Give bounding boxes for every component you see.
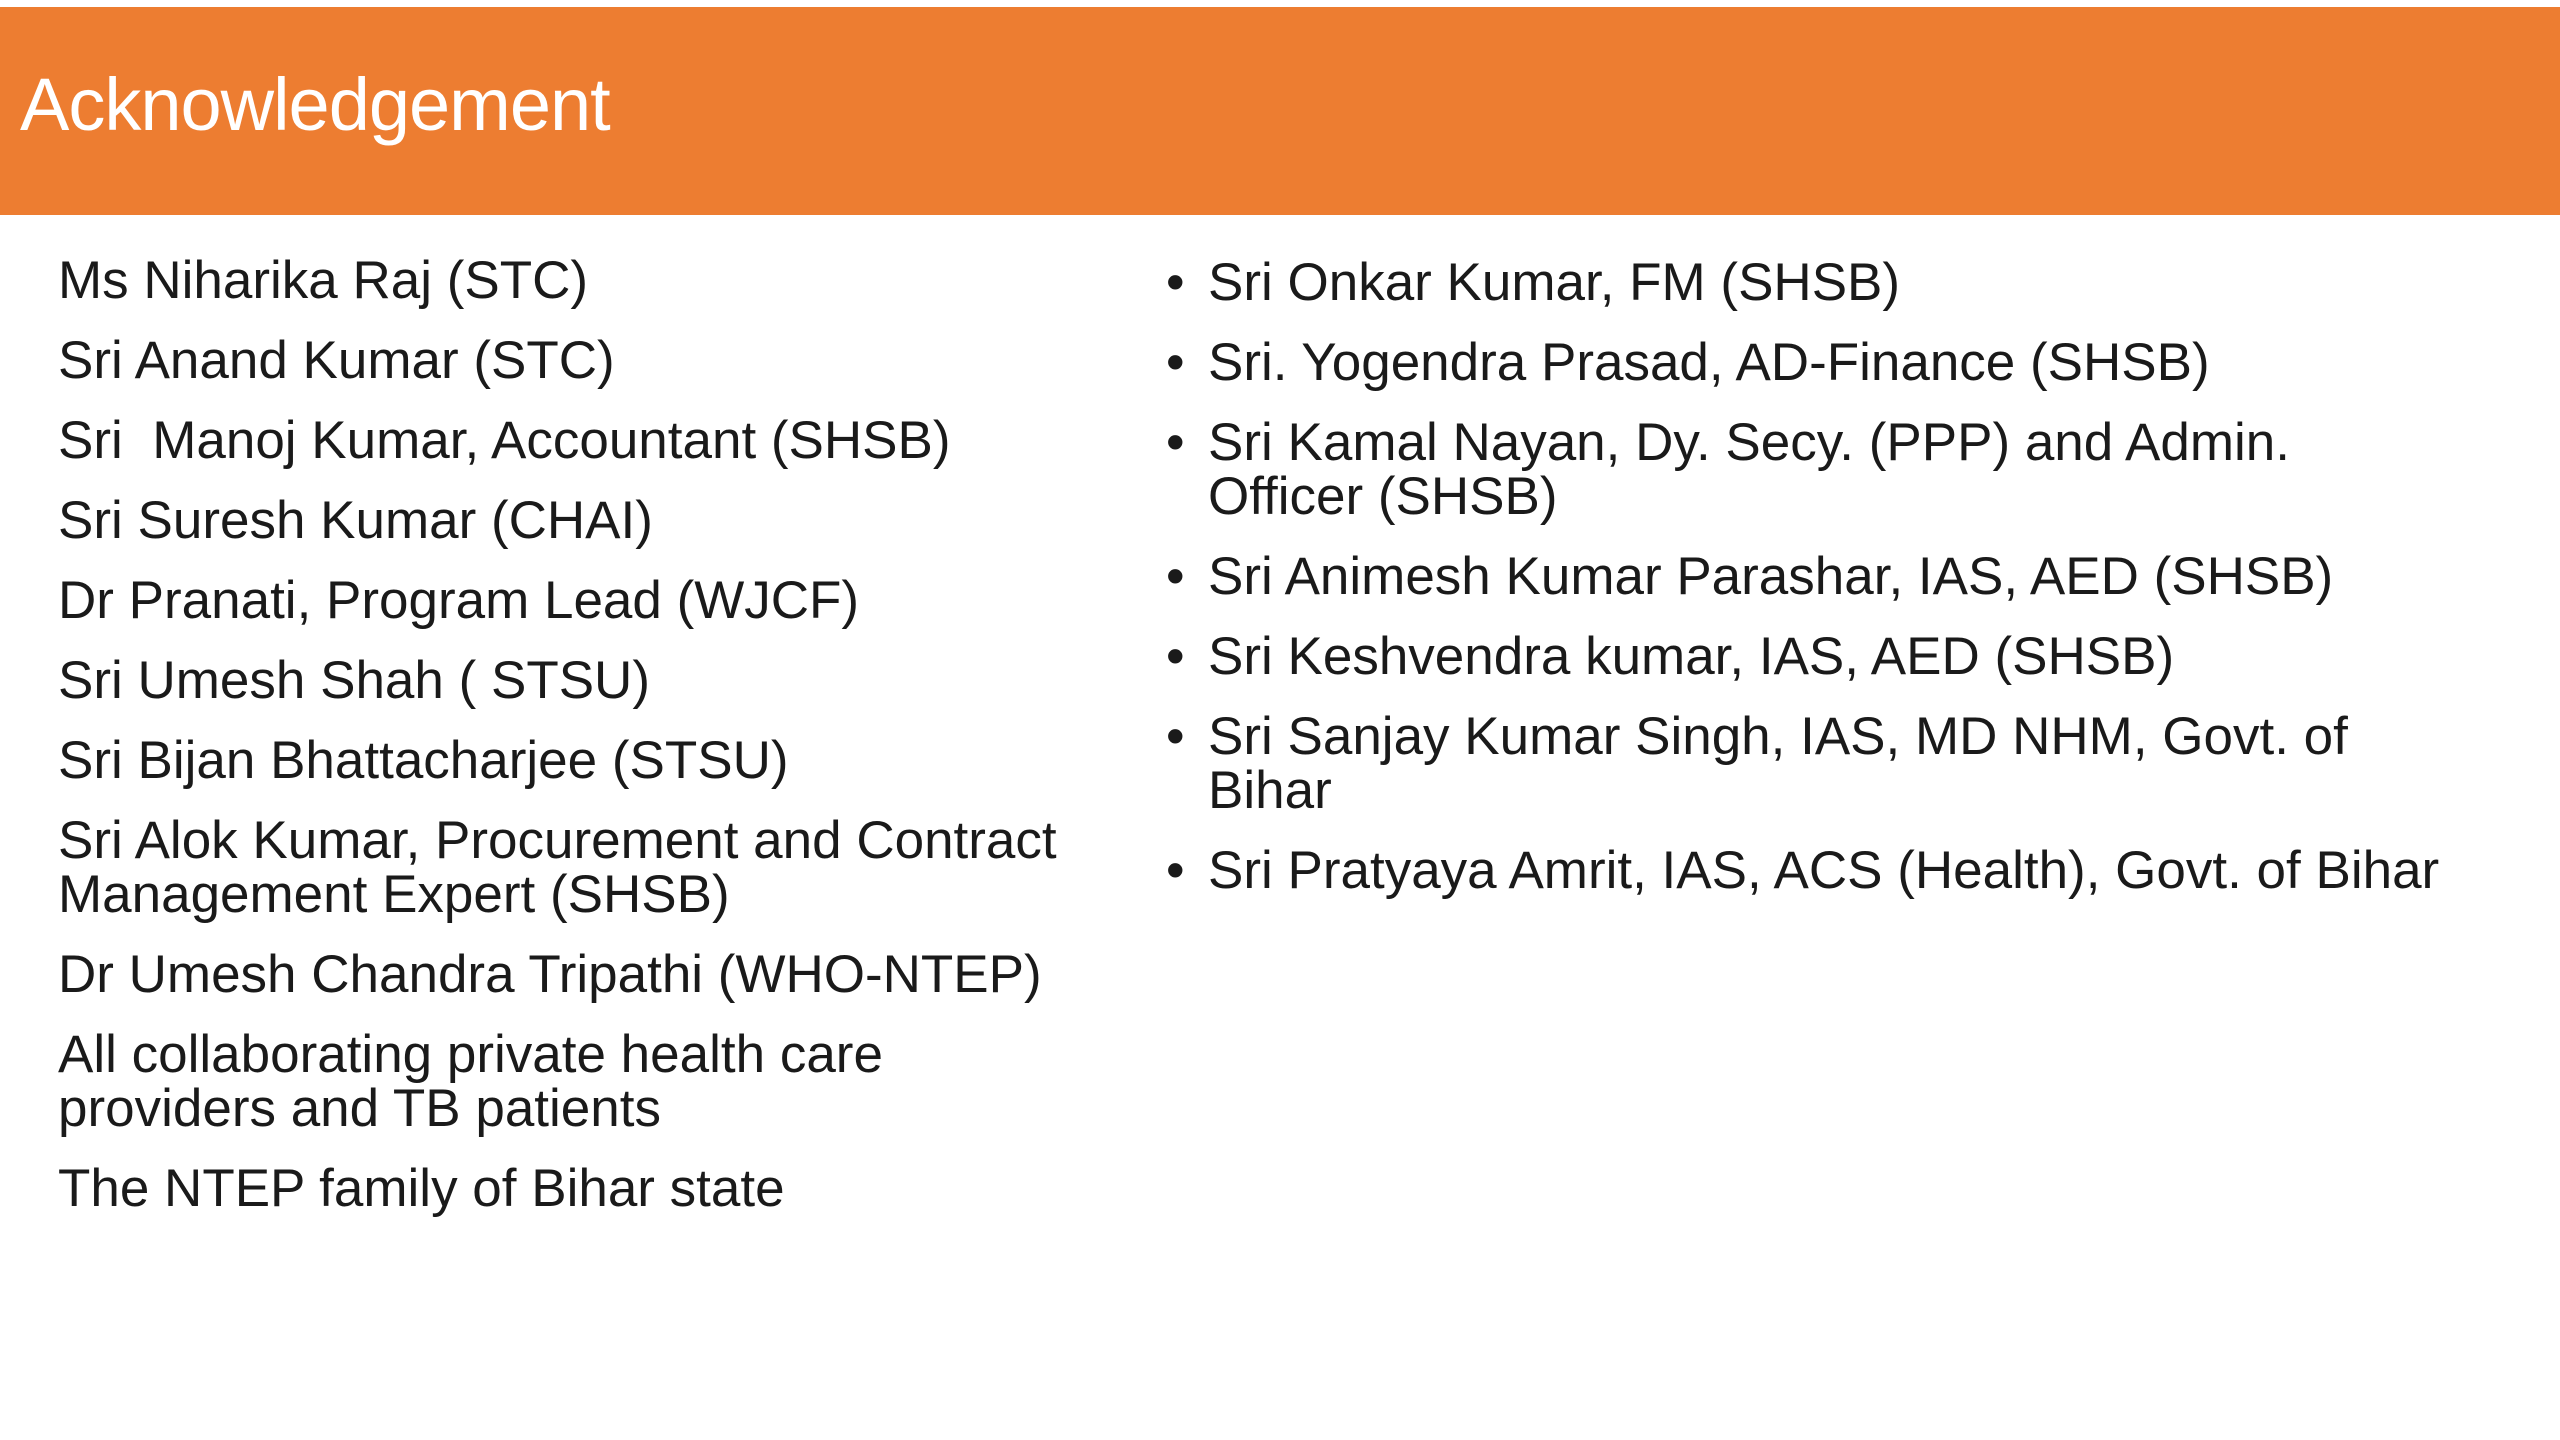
- bullet-list-item: [1166, 627, 2488, 686]
- list-item: Sri Manoj Kumar, Accountant (SHSB): [58, 411, 951, 470]
- list-item: Sri Anand Kumar (STC): [58, 331, 615, 390]
- bullet-item-text: Sri Pratyaya Amrit, IAS, ACS (Health), Govt. of Bihar: [1208, 841, 2440, 900]
- bullet-icon: •: [1166, 333, 1185, 392]
- bullet-item-text: Sri. Yogendra Prasad, AD-Finance (SHSB): [1208, 333, 2210, 392]
- title-bar: [0, 7, 2560, 215]
- top-strip: [0, 0, 2560, 7]
- bullet-icon: •: [1166, 413, 1185, 472]
- bullet-item-text: Sri Kamal Nayan, Dy. Secy. (PPP) and Admin. Officer (SHSB): [1208, 413, 2290, 526]
- bullet-item-text: Sri Sanjay Kumar Singh, IAS, MD NHM, Govt. of Bihar: [1208, 707, 2348, 820]
- bullet-icon: •: [1166, 253, 1185, 312]
- bullet-item-text: Sri Onkar Kumar, FM (SHSB): [1208, 253, 1901, 312]
- list-item: Sri Alok Kumar, Procurement and Contract Management Expert (SHSB): [58, 811, 1057, 924]
- bullet-icon: •: [1166, 707, 1185, 766]
- bullet-item-text: Sri Keshvendra kumar, IAS, AED (SHSB): [1208, 627, 2175, 686]
- list-item: All collaborating private health care providers and TB patients: [58, 1025, 883, 1138]
- slide-title: Acknowledgement: [20, 63, 610, 146]
- bullet-icon: •: [1166, 627, 1185, 686]
- list-item: Dr Umesh Chandra Tripathi (WHO-NTEP): [58, 945, 1042, 1004]
- list-item: Sri Suresh Kumar (CHAI): [58, 491, 653, 550]
- bullet-list-item: [1166, 547, 2488, 606]
- bullet-icon: •: [1166, 841, 1185, 900]
- bullet-list-item: [1166, 253, 2488, 312]
- list-item: Dr Pranati, Program Lead (WJCF): [58, 571, 860, 630]
- bullet-list-item: [1166, 707, 2468, 820]
- bullet-item-text: Sri Animesh Kumar Parashar, IAS, AED (SHSB): [1208, 547, 2334, 606]
- right-acknowledgement-list: [1166, 253, 2488, 924]
- list-item: Ms Niharika Raj (STC): [58, 251, 589, 310]
- list-item: Sri Umesh Shah ( STSU): [58, 651, 650, 710]
- list-item: The NTEP family of Bihar state: [58, 1159, 785, 1218]
- bullet-list-item: [1166, 841, 2468, 900]
- list-item: Sri Bijan Bhattacharjee (STSU): [58, 731, 789, 790]
- bullet-list-item: [1166, 413, 2388, 526]
- bullet-icon: •: [1166, 547, 1185, 606]
- bullet-list-item: [1166, 333, 2488, 392]
- left-acknowledgement-list: [58, 251, 1138, 1242]
